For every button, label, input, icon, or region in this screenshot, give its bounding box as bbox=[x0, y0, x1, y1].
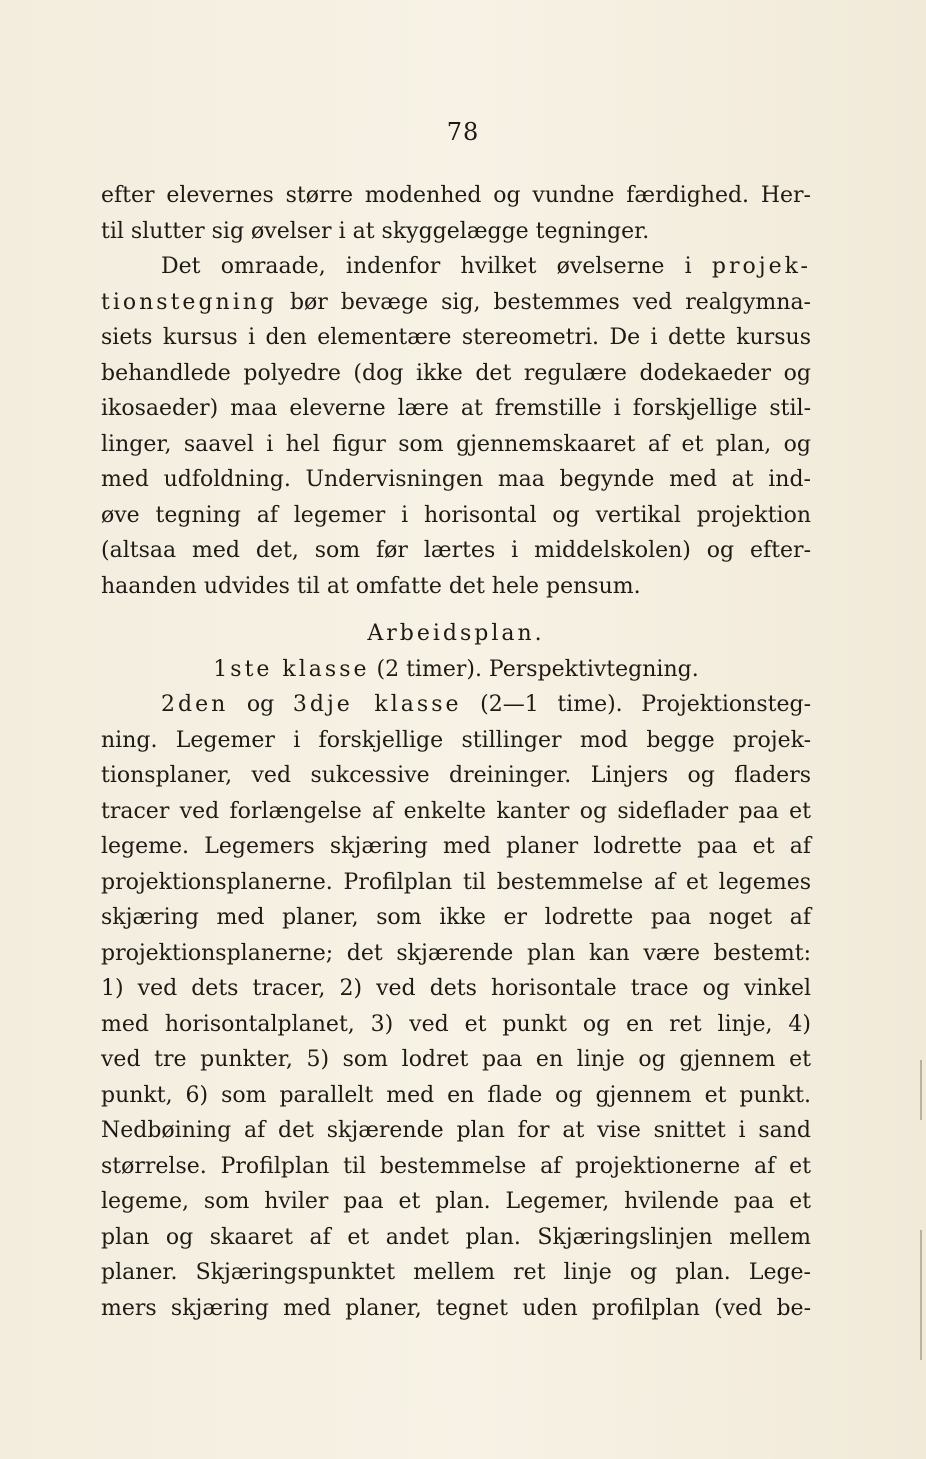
text-line: behandlede polyedre (dog ikke det regulære dodekaeder og bbox=[101, 360, 811, 386]
text-line: med horisontalplanet, 3) ved et punkt og en ret linje, 4) bbox=[101, 1011, 811, 1037]
text-line: tracer ved forlængelse af enkelte kanter og sideflader paa et bbox=[101, 798, 811, 824]
body-text bbox=[101, 178, 811, 1326]
text-line: ning. Legemer i forskjellige stillinger mod begge projek- bbox=[101, 727, 811, 753]
text-fragment: Det omraade, indenfor hvilket øvelserne i bbox=[161, 254, 712, 279]
spaced-term: 2den bbox=[161, 692, 229, 717]
text-line: 1) ved dets tracer, 2) ved dets horisontale trace og vinkel bbox=[101, 976, 811, 1001]
text-fragment: og bbox=[228, 692, 293, 717]
text-line: linger, saavel i hel figur som gjennemskaaret af et plan, og bbox=[101, 431, 811, 457]
page-number: 78 bbox=[446, 118, 480, 146]
text-line bbox=[101, 687, 811, 723]
text-line: efter elevernes større modenhed og vundne færdighed. Her- bbox=[101, 183, 811, 208]
text-line: legeme, som hviler paa et plan. Legemer, hvilende paa et bbox=[101, 1189, 811, 1214]
text-line: Nedbøining af det skjærende plan for at vise snittet i sand bbox=[101, 1118, 811, 1143]
spaced-term: 1ste klasse bbox=[213, 656, 370, 682]
text-line: mers skjæring med planer, tegnet uden profilplan (ved be- bbox=[101, 1295, 811, 1321]
text-line: ved tre punkter, 5) som lodret paa en linje og gjennem et bbox=[101, 1047, 811, 1072]
text-fragment: (2—1 time). Projektionsteg- bbox=[461, 692, 811, 717]
text-fragment: bør bevæge sig, bestemmes ved realgymna- bbox=[276, 289, 811, 315]
text-line: plan og skaaret af et andet plan. Skjæringslinjen mellem bbox=[101, 1224, 811, 1250]
spaced-term: tionstegning bbox=[101, 289, 277, 315]
text-line: skjæring med planer, som ikke er lodrette paa noget af bbox=[101, 905, 811, 930]
section-heading: Arbeidsplan. bbox=[367, 621, 545, 646]
text-line: øve tegning af legemer i horisontal og vertikal projektion bbox=[101, 502, 811, 528]
text-line: med udfoldning. Undervisningen maa begynde med at ind- bbox=[101, 467, 811, 492]
text-line: legeme. Legemers skjæring med planer lodrette paa et af bbox=[101, 834, 811, 859]
page-edge-mark bbox=[920, 1060, 922, 1120]
class-1-line bbox=[101, 652, 811, 688]
text-line: størrelse. Profilplan til bestemmelse af projektionerne af et bbox=[101, 1153, 811, 1179]
spaced-term: projek- bbox=[711, 254, 811, 279]
text-fragment: (2 timer). Perspektivtegning. bbox=[369, 656, 699, 682]
spaced-term: 3dje klasse bbox=[292, 692, 462, 717]
text-line: tionsplaner, ved sukcessive dreininger. Linjers og fladers bbox=[101, 763, 811, 788]
text-line bbox=[101, 285, 811, 321]
text-line: punkt, 6) som parallelt med en flade og gjennem et punkt. bbox=[101, 1082, 811, 1108]
page-edge-mark bbox=[920, 1230, 922, 1360]
text-line: ikosaeder) maa eleverne lære at fremstille i forskjellige stil- bbox=[101, 396, 811, 421]
text-line: (altsaa med det, som før lærtes i middelskolen) og efter- bbox=[101, 538, 811, 563]
text-line: haanden udvides til at omfatte det hele pensum. bbox=[101, 573, 641, 599]
text-line bbox=[101, 249, 811, 285]
text-line: projektionsplanerne; det skjærende plan kan være bestemt: bbox=[101, 940, 811, 966]
text-line: til slutter sig øvelser i at skyggelægge tegninger. bbox=[101, 218, 650, 244]
text-line: planer. Skjæringspunktet mellem ret linje og plan. Lege- bbox=[101, 1260, 811, 1285]
text-line: projektionsplanerne. Profilplan til bestemmelse af et legemes bbox=[101, 869, 811, 895]
text-line: siets kursus i den elementære stereometri. De i dette kursus bbox=[101, 325, 811, 350]
